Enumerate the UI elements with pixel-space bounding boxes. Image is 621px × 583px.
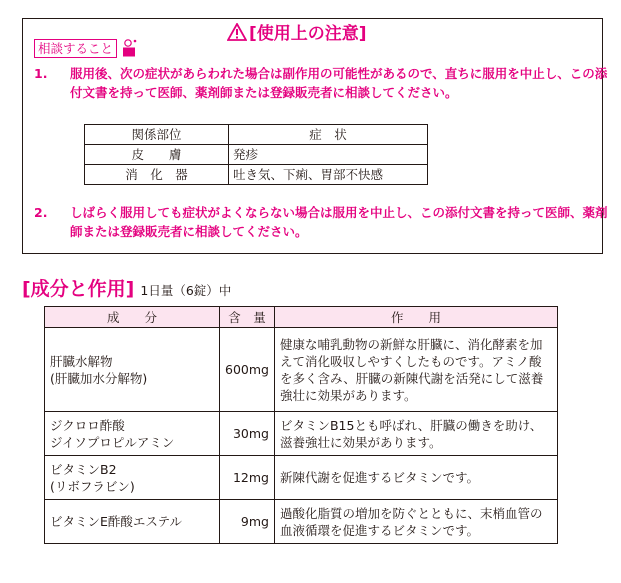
table-row — [45, 456, 558, 500]
ingredients-title: [成分と作用] — [22, 278, 135, 300]
symptom-part-cell: 皮 膚 — [85, 145, 229, 165]
caution-item-number: 1. — [34, 66, 48, 81]
ingredient-effect: 新陳代謝を促進するビタミンです。 — [274, 456, 557, 500]
ingredients-subtitle: 1日量（6錠）中 — [140, 283, 232, 298]
symptom-table — [84, 124, 428, 185]
table-row — [45, 500, 558, 544]
symptom-header-part: 関係部位 — [85, 125, 229, 145]
header-ingredient: 成 分 — [45, 307, 220, 328]
table-row — [85, 145, 428, 165]
table-row — [45, 412, 558, 456]
ingredient-name-cell — [45, 328, 220, 412]
ingredient-name: ジクロロ酢酸 — [50, 417, 125, 433]
ingredients-table — [44, 306, 558, 544]
header-effect: 作 用 — [274, 307, 557, 328]
doctor-icon — [121, 38, 139, 58]
consult-label: 相談すること — [34, 39, 117, 58]
ingredient-name-cell — [45, 500, 220, 544]
table-row — [85, 165, 428, 185]
ingredient-name-sub: (リボフラビン) — [50, 478, 135, 494]
symptom-table-header — [85, 125, 428, 145]
caution-item-text: 服用後、次の症状があらわれた場合は副作用の可能性があるので、直ちに服用を中止し、この添付文書を持って医師、薬剤師または登録販売者に相談してください。 — [70, 66, 608, 100]
ingredient-amount: 12mg — [220, 456, 275, 500]
ingredient-name-cell — [45, 412, 220, 456]
ingredient-name-cell — [45, 456, 220, 500]
ingredient-amount: 9mg — [220, 500, 275, 544]
caution-item-text: しばらく服用しても症状がよくならない場合は服用を中止し、この添付文書を持って医師、薬剤師または登録販売者に相談してください。 — [70, 205, 608, 239]
ingredient-name-sub: ジイソプロピルアミン — [50, 434, 175, 450]
symptom-cell: 吐き気、下痢、胃部不快感 — [229, 165, 428, 185]
symptom-header-symptom: 症 状 — [229, 125, 428, 145]
ingredient-effect: 健康な哺乳動物の新鮮な肝臓に、消化酵素を加えて消化吸収しやすくしたものです。アミノ酸を多く含み、肝臓の新陳代謝を活発にして滋養強壮に効果があります。 — [274, 328, 557, 412]
ingredient-effect: ビタミンB15とも呼ばれ、肝臓の働きを助け、滋養強壮に効果があります。 — [274, 412, 557, 456]
ingredient-name-sub: (肝臓加水分解物) — [50, 370, 148, 386]
header-amount: 含 量 — [220, 307, 275, 328]
caution-title — [217, 23, 377, 45]
ingredient-name: ビタミンE酢酸エステル — [50, 514, 183, 529]
table-row — [45, 328, 558, 412]
caution-item-number: 2. — [34, 205, 48, 220]
ingredient-name: 肝臓水解物 — [50, 353, 113, 369]
ingredients-heading — [22, 274, 231, 301]
symptom-part-cell: 消 化 器 — [85, 165, 229, 185]
ingredient-effect: 過酸化脂質の増加を防ぐとともに、末梢血管の血液循環を促進するビタミンです。 — [274, 500, 557, 544]
ingredient-name: ビタミンB2 — [50, 461, 117, 477]
caution-title-text: [使用上の注意] — [249, 24, 367, 44]
ingredient-amount: 30mg — [220, 412, 275, 456]
consult-row — [34, 38, 139, 58]
ingredients-header-row — [45, 307, 558, 328]
warning-triangle-icon — [227, 23, 247, 41]
ingredient-amount: 600mg — [220, 328, 275, 412]
symptom-cell: 発疹 — [229, 145, 428, 165]
